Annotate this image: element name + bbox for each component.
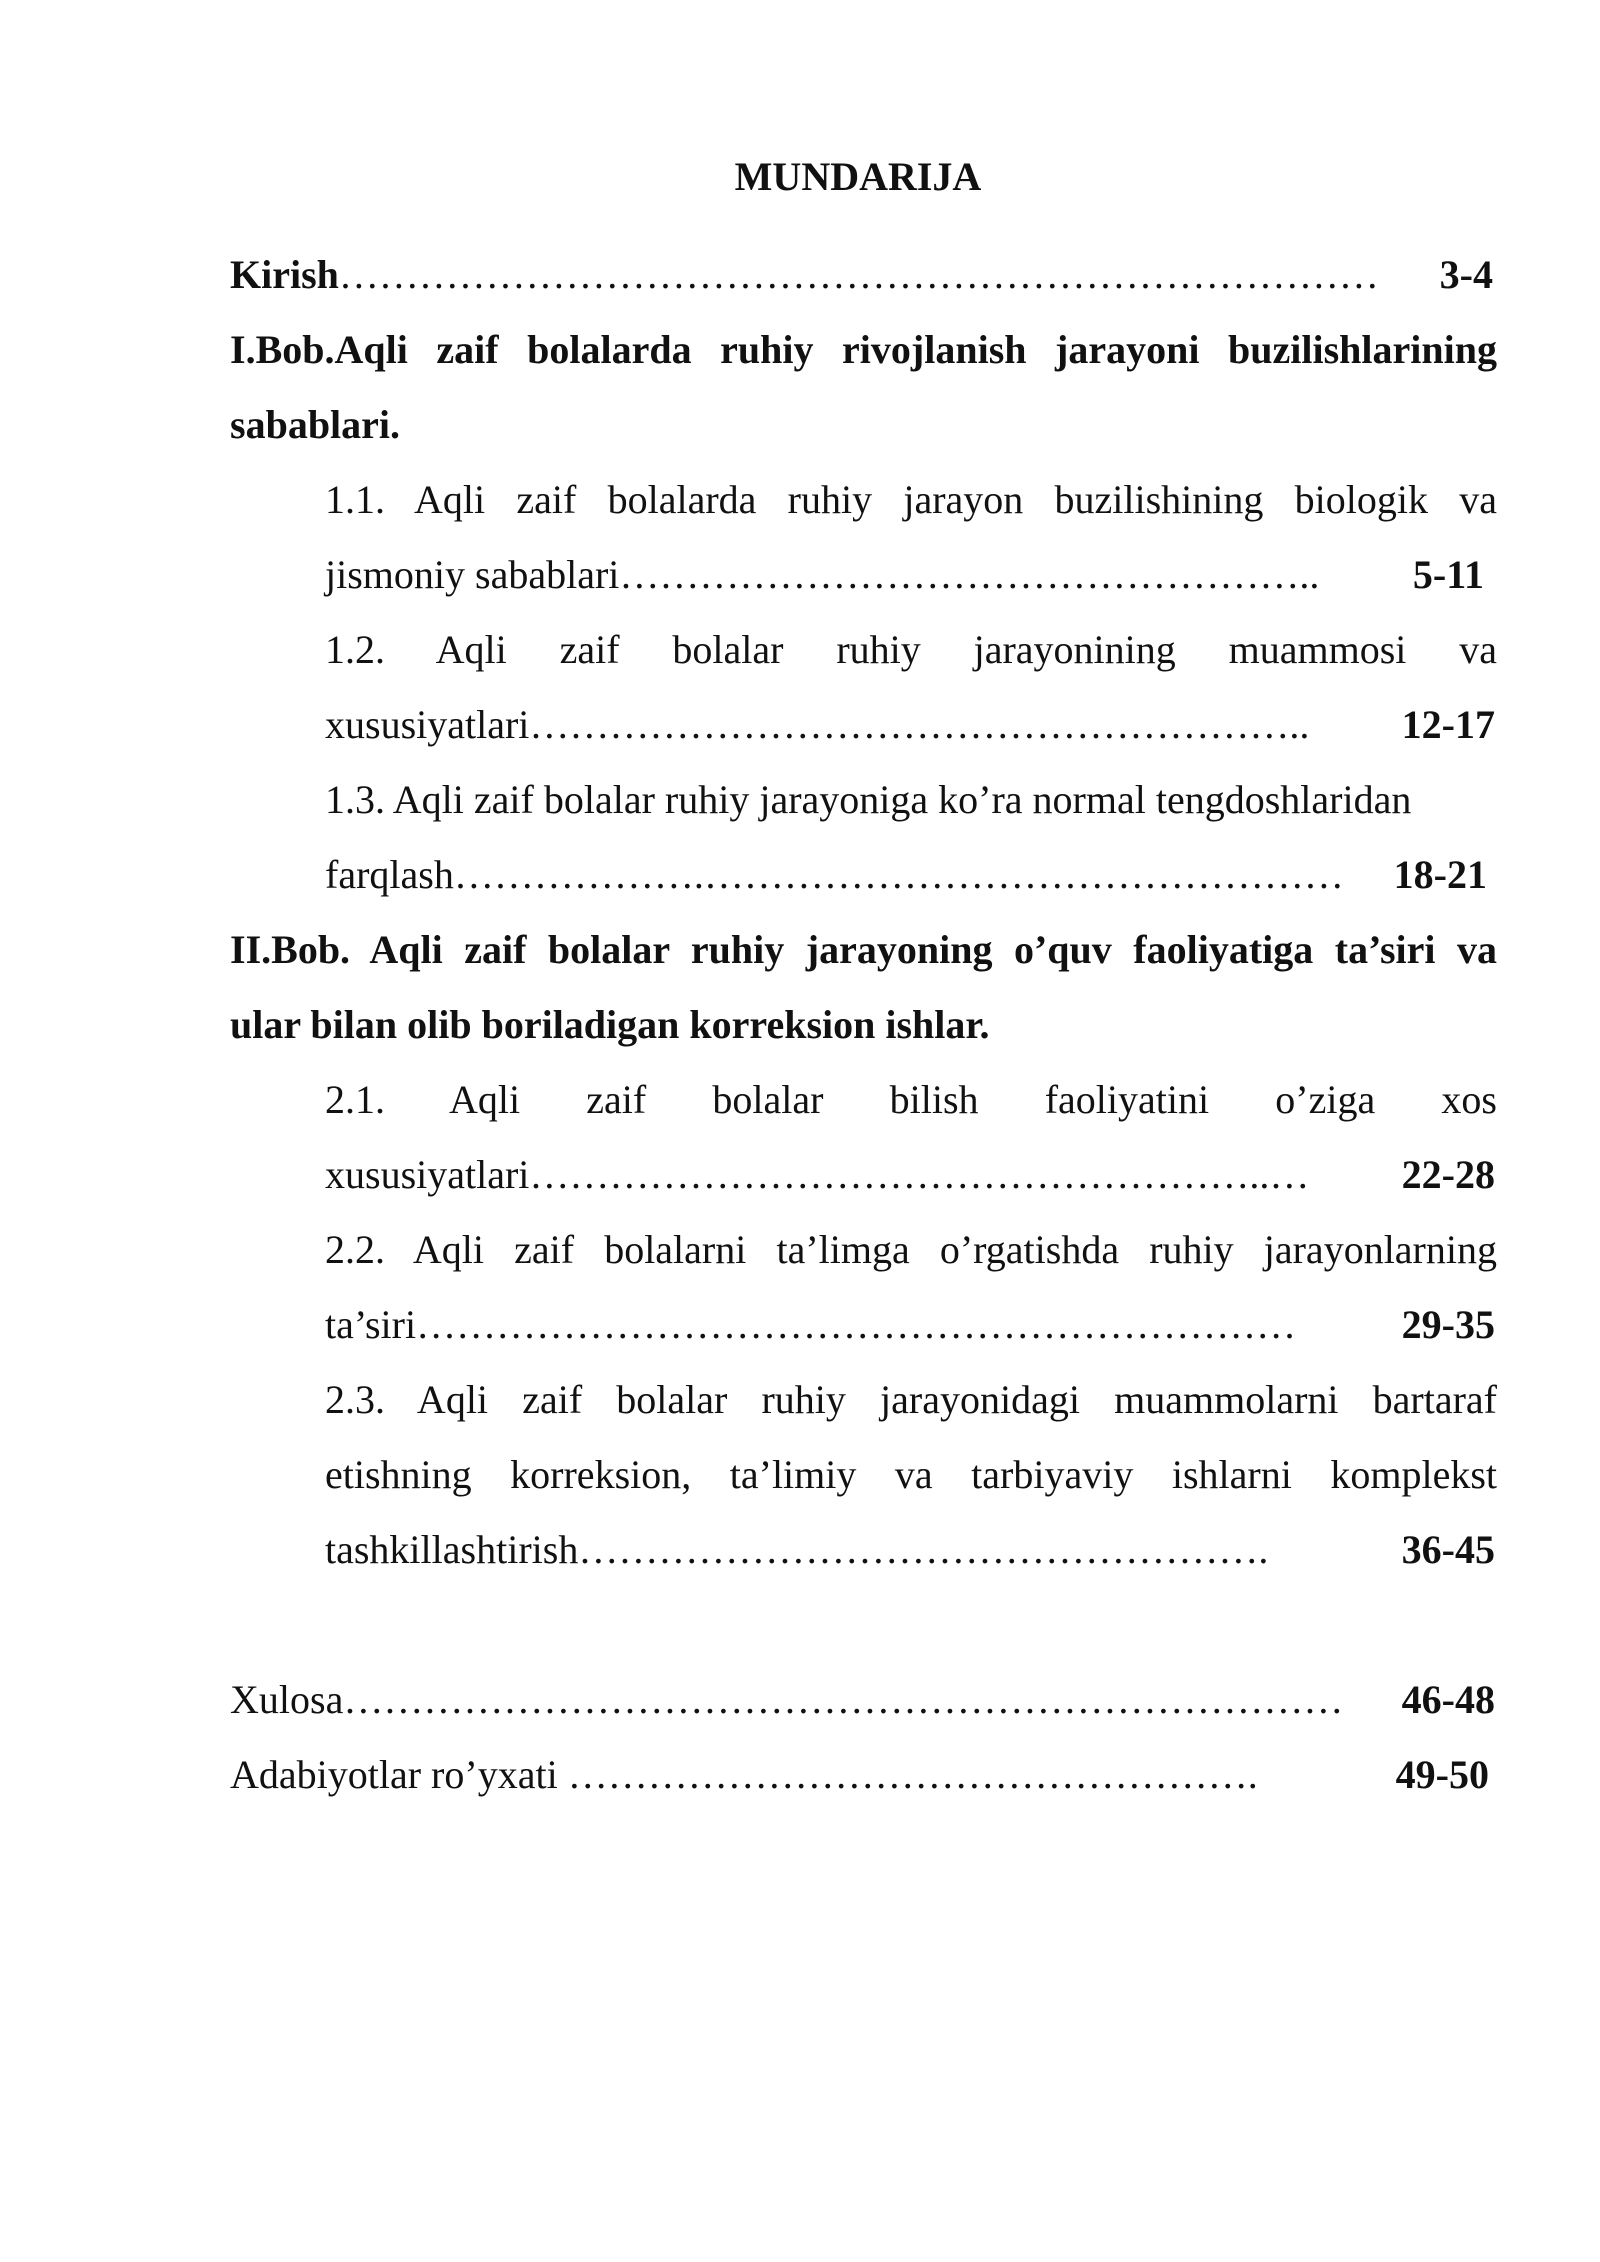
toc-leader: ………………………………………………………………… — [343, 1677, 1344, 1722]
toc-leader: ……………………………………………. — [567, 1752, 1258, 1797]
section-1-3-line-1: 1.3. Aqli zaif bolalar ruhiy jarayoniga ko’ra normal tengdoshlaridan — [325, 777, 1412, 822]
toc-page-range: 5-11 — [1412, 552, 1484, 597]
section-1-2-line-1: 1.2. Aqli zaif bolalar ruhiy jarayonining muammosi va — [325, 627, 1497, 672]
chapter-1-heading-line-2: sabablari. — [230, 402, 401, 447]
toc-label: ta’siri — [325, 1302, 417, 1347]
toc-entry-2-2 — [325, 1300, 1495, 1350]
chapter-2-heading-line-2: ular bilan olib boriladigan korreksion ishlar. — [230, 1002, 990, 1047]
toc-label: tashkillashtirish — [325, 1527, 579, 1572]
toc-page-range: 29-35 — [1401, 1302, 1495, 1347]
toc-entry-1-2 — [325, 700, 1495, 750]
toc-label: farqlash — [325, 852, 454, 897]
toc-entry-xulosa — [230, 1675, 1495, 1725]
toc-page-range: 12-17 — [1401, 702, 1495, 747]
toc-page-range: 49-50 — [1395, 1752, 1489, 1797]
toc-page-range: 22-28 — [1401, 1152, 1495, 1197]
toc-label: Xulosa — [230, 1677, 344, 1722]
toc-leader: …………………………………………………………………… — [338, 252, 1379, 297]
toc-leader: ………………………………………………..… — [529, 1152, 1310, 1197]
chapter-1-heading-line-1: I.Bob.Aqli zaif bolalarda ruhiy rivojlanish jarayoni buzilishlarining — [230, 327, 1497, 372]
toc-label: Adabiyotlar ro’yxati — [230, 1752, 568, 1797]
toc-entry-2-3 — [325, 1525, 1495, 1575]
page-title: MUNDARIJA — [734, 154, 982, 199]
section-1-1-line-1: 1.1. Aqli zaif bolalarda ruhiy jarayon buzilishining biologik va — [325, 477, 1497, 522]
toc-leader: ………………………………………………………… — [416, 1302, 1297, 1347]
toc-entry-2-1 — [325, 1150, 1495, 1200]
toc-leader: ……………….………………………………………… — [453, 852, 1344, 897]
section-2-3-line-2: etishning korreksion, ta’limiy va tarbiyaviy ishlarni komplekst — [325, 1452, 1497, 1497]
toc-page-range: 3-4 — [1439, 252, 1493, 297]
toc-label: xususiyatlari — [325, 1152, 530, 1197]
toc-entry-1-1 — [325, 550, 1484, 600]
toc-page-range: 46-48 — [1401, 1677, 1495, 1722]
section-2-3-line-1: 2.3. Aqli zaif bolalar ruhiy jarayonidagi muammolarni bartaraf — [325, 1377, 1497, 1422]
toc-entry-adabiyotlar — [230, 1750, 1489, 1800]
toc-page-range: 36-45 — [1401, 1527, 1495, 1572]
section-2-2-line-1: 2.2. Aqli zaif bolalarni ta’limga o’rgatishda ruhiy jarayonlarning — [325, 1227, 1497, 1272]
section-2-1-line-1: 2.1. Aqli zaif bolalar bilish faoliyatini o’ziga xos — [325, 1077, 1497, 1122]
toc-leader: ………………………………………………….. — [529, 702, 1310, 747]
toc-label: jismoniy sabablari — [325, 552, 620, 597]
toc-entry-1-3 — [325, 850, 1487, 900]
chapter-2-heading-line-1: II.Bob. Aqli zaif bolalar ruhiy jarayoning o’quv faoliyatiga ta’siri va — [230, 927, 1497, 972]
toc-leader: …………………………………………….. — [619, 552, 1320, 597]
toc-page-range: 18-21 — [1393, 852, 1487, 897]
toc-entry-kirish — [230, 250, 1493, 300]
toc-label: xususiyatlari — [325, 702, 530, 747]
toc-label: Kirish — [230, 252, 339, 297]
toc-leader: ……………………………………………. — [578, 1527, 1269, 1572]
